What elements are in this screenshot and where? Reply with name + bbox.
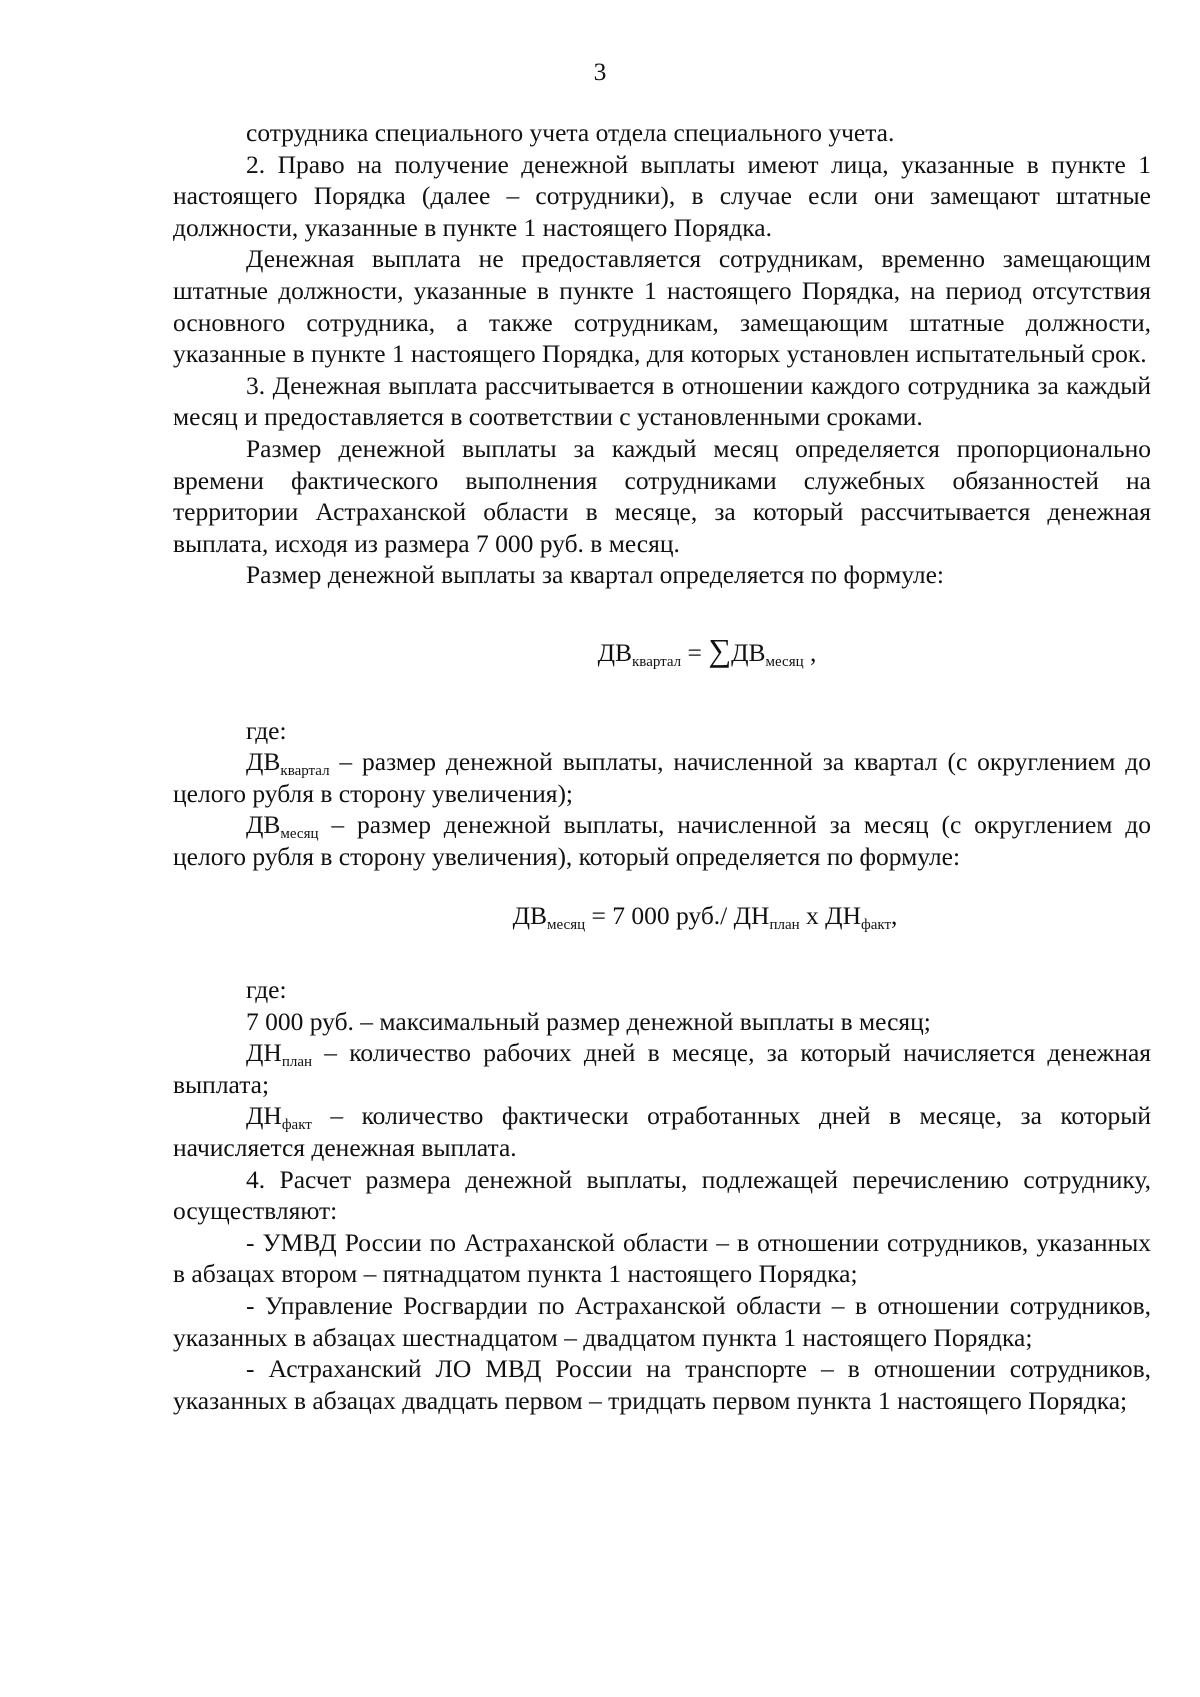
formula-symbol: ДВ [731, 637, 766, 667]
definition-plan [173, 1037, 1151, 1100]
paragraph: 3. Денежная выплата рассчитывается в отношении каждого сотрудника за каждый месяц и предоставляется в соответствии с установленными сроками. [173, 370, 1151, 432]
formula-punct: , [803, 637, 817, 667]
page-number: 3 [593, 57, 607, 86]
term-subscript: месяц [280, 826, 319, 843]
document-body [173, 117, 1151, 1416]
term-symbol: ДН [246, 1038, 282, 1068]
formula-symbol: ДН [733, 901, 770, 931]
formula-operator: х [799, 901, 826, 931]
list-item: - УМВД России по Астраханской области – в отношении сотрудников, указанных в абзацах втором – пятнадцатом пункта 1 настоящего Порядка; [173, 1227, 1151, 1289]
formula-subscript: квартал [632, 653, 682, 670]
definition-text: – количество рабочих дней в месяце, за который начисляется денежная выплата; [173, 1038, 1151, 1099]
term-subscript: факт [281, 1117, 312, 1134]
formula-symbol: ДН [825, 901, 861, 931]
formula-subscript: факт [860, 917, 892, 934]
paragraph: сотрудника специального учета отдела специального учета. [246, 118, 895, 147]
formula-quarter [173, 631, 1151, 670]
paragraph: Размер денежной выплаты за каждый месяц определяется пропорционально времени фактического выполнения сотрудниками служебных обязанностей на территории Астраханской области в месяце, за который рассчитывается денежная выплата, исходя из размера 7 000 руб. в месяц. [173, 433, 1151, 558]
paragraph: Денежная выплата не предоставляется сотрудникам, временно замещающим штатные должности, указанные в пункте 1 настоящего Порядка, на период отсутствия основного сотрудника, а также сотрудникам, замещающим штатные должности, указанные в пункте 1 настоящего Порядка, для которых установлен испытательный срок. [173, 244, 1151, 369]
formula-text: = 7 000 руб./ [585, 901, 734, 931]
list-item: - Астраханский ЛО МВД России на транспорте – в отношении сотрудников, указанных в абзацах двадцать первом – тридцать первом пункта 1 настоящего Порядка; [173, 1354, 1151, 1415]
paragraph-where: где: [246, 715, 287, 745]
paragraph: 2. Право на получение денежной выплаты имеют лица, указанные в пункте 1 настоящего Порядка (далее – сотрудники), в случае если они замещают штатные должности, указанные в пункте 1 настоящего Порядка. [173, 149, 1151, 242]
term-subscript: план [281, 1054, 313, 1071]
definition-quarter [173, 746, 1151, 809]
paragraph-where: где: [246, 975, 287, 1005]
formula-subscript: месяц [765, 653, 804, 670]
list-item: - Управление Росгвардии по Астраханской области – в отношении сотрудников, указанных в абзацах шестнадцатом – двадцатом пункта 1 настоящего Порядка; [173, 1291, 1151, 1352]
definition-text: – размер денежной выплаты, начисленной за месяц (с округлением до целого рубля в сторону увеличения), который определяется по формуле: [173, 810, 1151, 871]
sum-symbol: ∑ [708, 631, 732, 668]
formula-subscript: план [769, 917, 800, 934]
definition-7000: 7 000 руб. – максимальный размер денежной выплаты в месяц; [246, 1006, 931, 1036]
formula-month [173, 900, 1151, 932]
formula-punct: , [891, 901, 898, 931]
formula-operator: = [681, 637, 709, 667]
definition-text: – размер денежной выплаты, начисленной за квартал (с округлением до целого рубля в сторону увеличения); [173, 747, 1151, 808]
formula-symbol: ДВ [597, 637, 633, 667]
definition-month [173, 809, 1151, 872]
term-symbol: ДН [246, 1101, 282, 1131]
term-symbol: ДВ [246, 747, 281, 777]
paragraph: Размер денежной выплаты за квартал определяется по формуле: [246, 560, 945, 590]
definition-fact [173, 1100, 1151, 1163]
definition-text: – количество фактически отработанных дней в месяце, за который начисляется денежная выплата. [173, 1101, 1151, 1163]
formula-subscript: месяц [547, 917, 586, 934]
term-symbol: ДВ [246, 810, 281, 840]
term-subscript: квартал [280, 763, 330, 780]
formula-symbol: ДВ [512, 901, 548, 931]
paragraph: 4. Расчет размера денежной выплаты, подлежащей перечислению сотруднику, осуществляют: [173, 1164, 1151, 1226]
